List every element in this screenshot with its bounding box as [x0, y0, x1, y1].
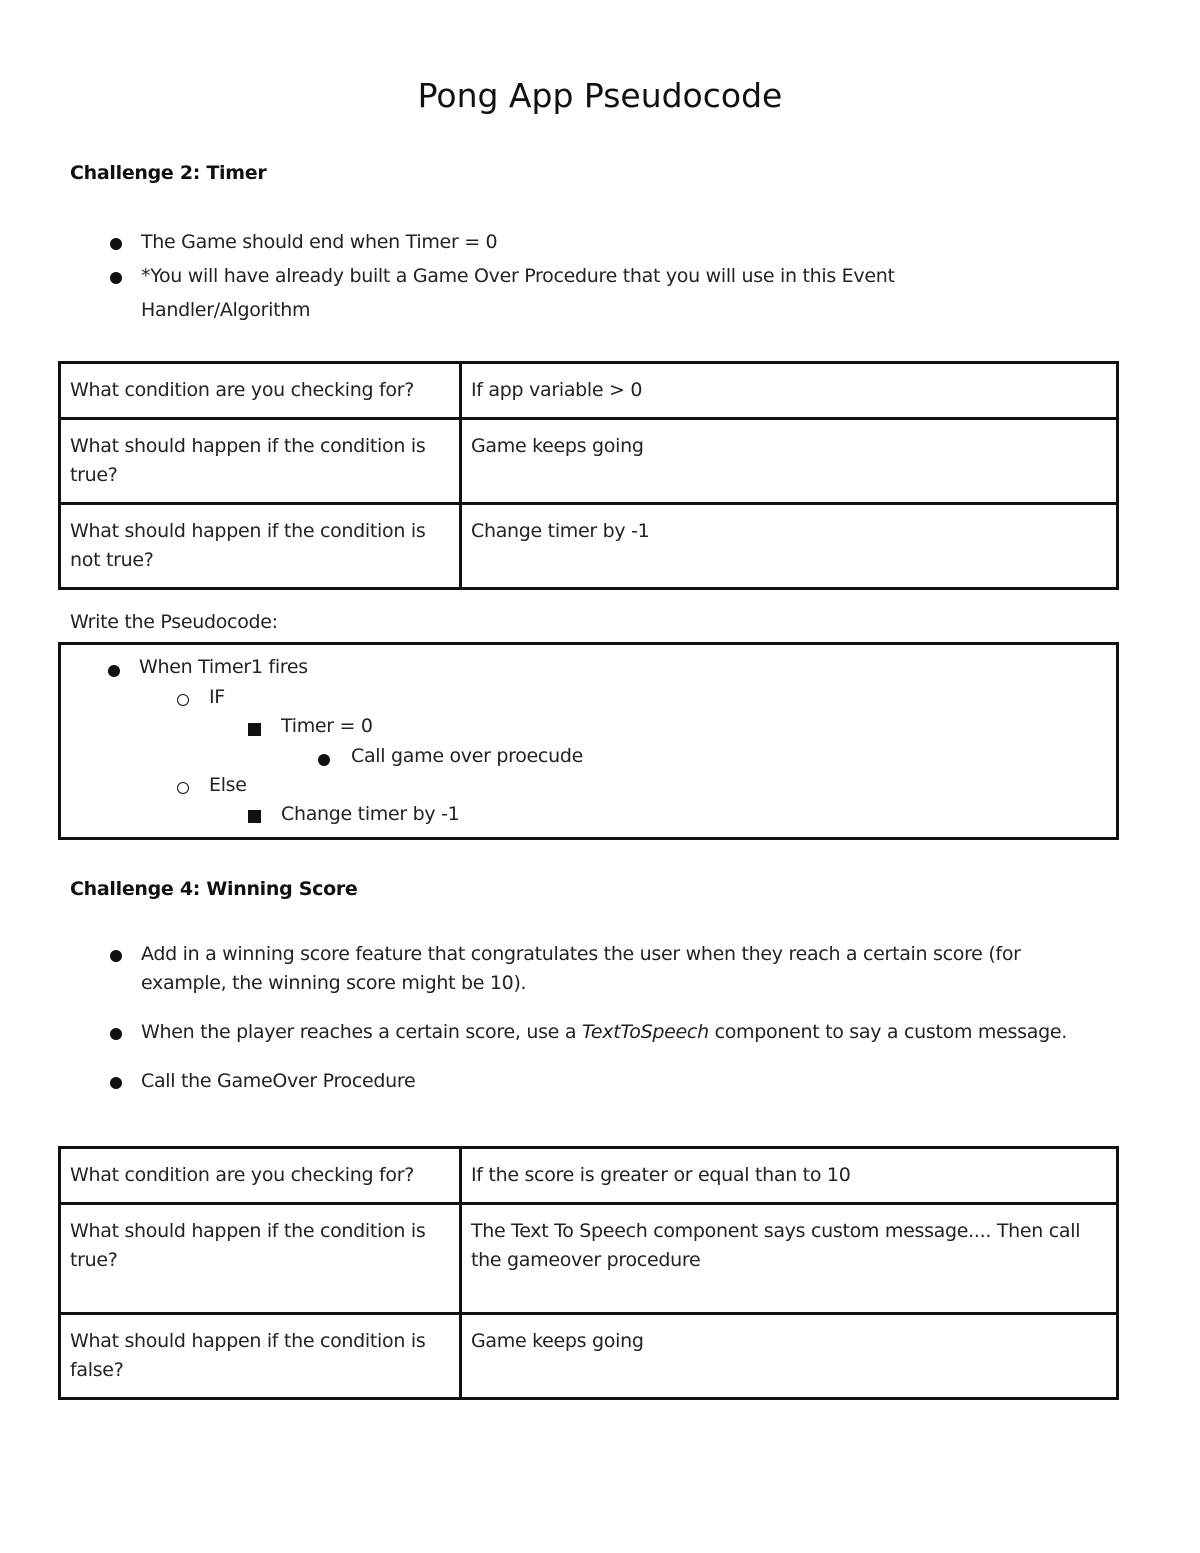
- table-cell: If app variable > 0: [461, 363, 1118, 419]
- table-cell: The Text To Speech component says custom message.... Then call the gameover procedure: [461, 1204, 1118, 1314]
- pseudocode-line: Timer = 0: [281, 715, 373, 737]
- pseudocode-line: Else: [209, 774, 247, 796]
- pseudocode-line: Call game over proecude: [351, 745, 583, 767]
- bullet-text: [141, 1015, 1067, 1049]
- pseudocode-line: Change timer by -1: [281, 803, 460, 825]
- bullet-icon: [110, 1028, 122, 1040]
- bullet-text: Add in a winning score feature that congratulates the user when they reach a certain score (for: [141, 943, 1021, 965]
- text: component to say a custom message.: [708, 1021, 1067, 1043]
- bullet-text: Call the GameOver Procedure: [141, 1070, 416, 1092]
- bullet-text: example, the winning score might be 10).: [141, 972, 527, 994]
- square-bullet-icon: [248, 723, 261, 736]
- bullet-icon: [108, 665, 120, 677]
- challenge-2-heading: Challenge 2: Timer: [70, 162, 267, 184]
- table-cell: What should happen if the condition is true?: [60, 1204, 461, 1314]
- table-cell: What condition are you checking for?: [60, 363, 461, 419]
- bullet-text: Handler/Algorithm: [141, 299, 311, 321]
- timer-condition-table: [58, 361, 1119, 590]
- hollow-bullet-icon: [177, 694, 189, 706]
- page-title: Pong App Pseudocode: [417, 76, 783, 115]
- table-cell: What should happen if the condition is not true?: [60, 504, 461, 589]
- hollow-bullet-icon: [177, 782, 189, 794]
- winning-score-table: [58, 1146, 1119, 1400]
- table-cell: What should happen if the condition is true?: [60, 419, 461, 504]
- bullet-icon: [318, 754, 330, 766]
- challenge-4-heading: Challenge 4: Winning Score: [70, 878, 358, 900]
- bullet-text: *You will have already built a Game Over Procedure that you will use in this Event: [141, 265, 895, 287]
- square-bullet-icon: [248, 810, 261, 823]
- pseudocode-line: IF: [209, 686, 225, 708]
- bullet-text: The Game should end when Timer = 0: [141, 231, 498, 253]
- table-cell: If the score is greater or equal than to 10: [461, 1148, 1118, 1204]
- bullet-icon: [110, 238, 122, 250]
- text: When the player reaches a certain score, use a: [141, 1021, 582, 1043]
- bullet-icon: [110, 1077, 122, 1089]
- pseudocode-line: When Timer1 fires: [139, 656, 308, 678]
- bullet-icon: [110, 272, 122, 284]
- component-name: TextToSpeech: [581, 1021, 709, 1043]
- write-pseudocode-label: Write the Pseudocode:: [70, 611, 278, 633]
- bullet-icon: [110, 950, 122, 962]
- table-cell: Game keeps going: [461, 1314, 1118, 1399]
- table-cell: What condition are you checking for?: [60, 1148, 461, 1204]
- table-cell: Game keeps going: [461, 419, 1118, 504]
- table-cell: Change timer by -1: [461, 504, 1118, 589]
- table-cell: What should happen if the condition is false?: [60, 1314, 461, 1399]
